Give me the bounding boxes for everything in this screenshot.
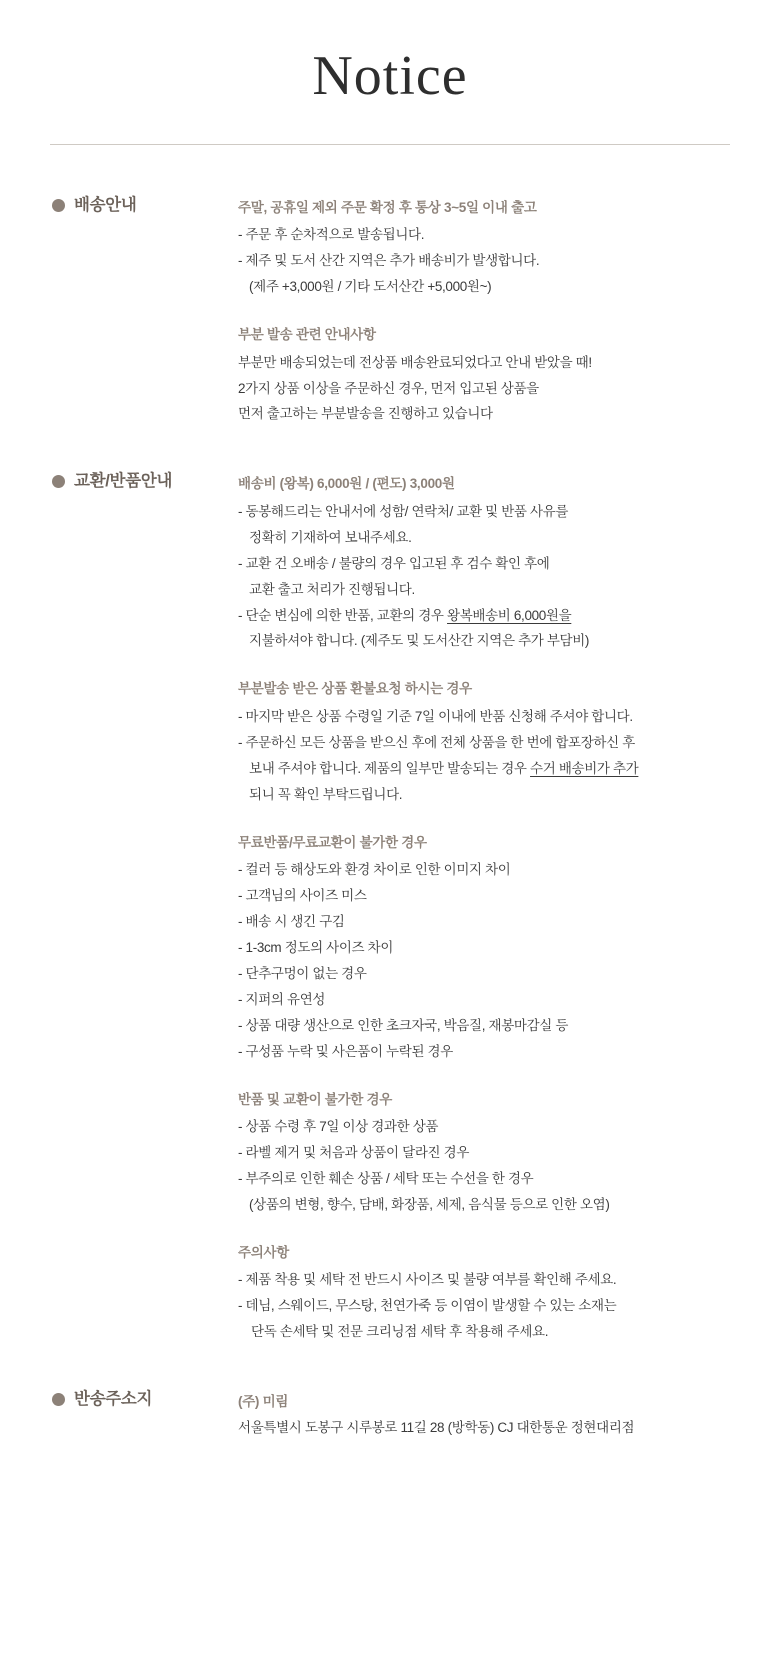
block-heading: 반품 및 교환이 불가한 경우 (238, 1091, 392, 1107)
notice-line: - 제품 착용 및 세탁 전 반드시 사이즈 및 불량 여부를 확인해 주세요. (238, 1272, 617, 1288)
notice-line: (상품의 변형, 향수, 담배, 화장품, 세제, 음식물 등으로 인한 오염) (249, 1196, 610, 1212)
block-heading: 주말, 공휴일 제외 주문 확정 후 통상 3~5일 이내 출고 (238, 199, 537, 215)
notice-section-return-address (52, 1387, 728, 1441)
section-body (238, 469, 728, 1345)
section-title: 배송안내 (74, 195, 137, 214)
notice-line: - 상품 수령 후 7일 이상 경과한 상품 (238, 1119, 439, 1135)
underlined-text: 수거 배송비가 추가 (530, 760, 639, 776)
notice-line: 서울특별시 도봉구 시루봉로 11길 28 (방학동) CJ 대한통운 정현대리점 (238, 1420, 635, 1436)
notice-block (238, 195, 728, 300)
notice-block (238, 830, 728, 1065)
notice-line: 되니 꼭 확인 부탁드립니다. (249, 786, 403, 802)
notice-block (238, 1240, 728, 1345)
notice-line: (제주 +3,000원 / 기타 도서산간 +5,000원~) (249, 279, 492, 295)
bullet-dot-icon (52, 1393, 65, 1406)
notice-line: - 부주의로 인한 훼손 상품 / 세탁 또는 수선을 한 경우 (238, 1171, 534, 1186)
notice-line: 보내 주셔야 합니다. 제품의 일부만 발송되는 경우 수거 배송비가 추가 (249, 760, 639, 776)
notice-line: - 라벨 제거 및 처음과 상품이 달라진 경우 (238, 1145, 470, 1161)
notice-line: - 컬러 등 해상도와 환경 차이로 인한 이미지 차이 (238, 862, 511, 878)
header-divider (50, 144, 730, 145)
notice-line: 단독 손세탁 및 전문 크리닝점 세탁 후 착용해 주세요. (251, 1324, 549, 1340)
notice-line: - 주문하신 모든 상품을 받으신 후에 전체 상품을 한 번에 합포장하신 후 (238, 734, 635, 750)
section-title: 교환/반품안내 (74, 472, 173, 491)
notice-block (238, 1389, 728, 1441)
block-heading: 주의사항 (238, 1244, 289, 1260)
notice-block (238, 676, 728, 807)
notice-line: 교환 출고 처리가 진행됩니다. (249, 581, 415, 597)
company-name: (주) 미림 (238, 1394, 289, 1410)
notice-line: - 마지막 받은 상품 수령일 기준 7일 이내에 반품 신청해 주셔야 합니다. (238, 709, 633, 725)
notice-block (238, 1087, 728, 1218)
notice-line: 부분만 배송되었는데 전상품 배송완료되었다고 안내 받았을 때! (238, 354, 592, 370)
section-title: 반송주소지 (74, 1390, 153, 1409)
notice-line: 먼저 출고하는 부분발송을 진행하고 있습니다 (238, 406, 493, 422)
notice-line: 정확히 기재하여 보내주세요. (249, 529, 412, 545)
notice-block (238, 471, 728, 654)
section-head (52, 1387, 238, 1412)
notice-line: - 동봉해드리는 안내서에 성함/ 연락처/ 교환 및 반품 사유를 (238, 503, 569, 519)
notice-line: - 데님, 스웨이드, 무스탕, 천연가죽 등 이염이 발생할 수 있는 소재는 (238, 1298, 617, 1314)
notice-line: - 고객님의 사이즈 미스 (238, 888, 367, 904)
notice-line: - 주문 후 순차적으로 발송됩니다. (238, 227, 425, 243)
notice-block (238, 322, 728, 427)
notice-line: 지불하셔야 합니다. (제주도 및 도서산간 지역은 추가 부담비) (249, 633, 590, 649)
page-header (0, 0, 780, 155)
notice-line: - 단순 변심에 의한 반품, 교환의 경우 왕복배송비 6,000원을 (238, 607, 572, 623)
section-body (238, 193, 728, 428)
notice-line: - 상품 대량 생산으로 인한 초크자국, 박음질, 재봉마감실 등 (238, 1017, 569, 1033)
notice-line: - 배송 시 생긴 구김 (238, 914, 345, 930)
bullet-dot-icon (52, 475, 65, 488)
notice-line: - 교환 건 오배송 / 불량의 경우 입고된 후 검수 확인 후에 (238, 555, 550, 571)
notice-line: - 제주 및 도서 산간 지역은 추가 배송비가 발생합니다. (238, 253, 540, 269)
section-head (52, 469, 238, 494)
notice-section-shipping (52, 193, 728, 428)
notice-line: - 지퍼의 유연성 (238, 991, 326, 1007)
page-title: Notice (312, 45, 468, 107)
section-body (238, 1387, 728, 1441)
block-heading: 부분발송 받은 상품 환불요청 하시는 경우 (238, 681, 472, 697)
notice-line: - 1-3cm 정도의 사이즈 차이 (238, 940, 394, 956)
notice-section-exchange-return (52, 469, 728, 1345)
notice-line: - 구성품 누락 및 사은품이 누락된 경우 (238, 1043, 453, 1059)
notice-line: 2가지 상품 이상을 주문하신 경우, 먼저 입고된 상품을 (238, 380, 539, 396)
notice-line: - 단추구멍이 없는 경우 (238, 965, 367, 981)
block-heading: 배송비 (왕복) 6,000원 / (편도) 3,000원 (238, 476, 455, 492)
section-head (52, 193, 238, 218)
notice-content (0, 155, 780, 1502)
block-heading: 무료반품/무료교환이 불가한 경우 (238, 834, 427, 850)
block-heading: 부분 발송 관련 안내사항 (238, 326, 376, 342)
bullet-dot-icon (52, 199, 65, 212)
underlined-text: 왕복배송비 6,000원을 (447, 607, 572, 623)
